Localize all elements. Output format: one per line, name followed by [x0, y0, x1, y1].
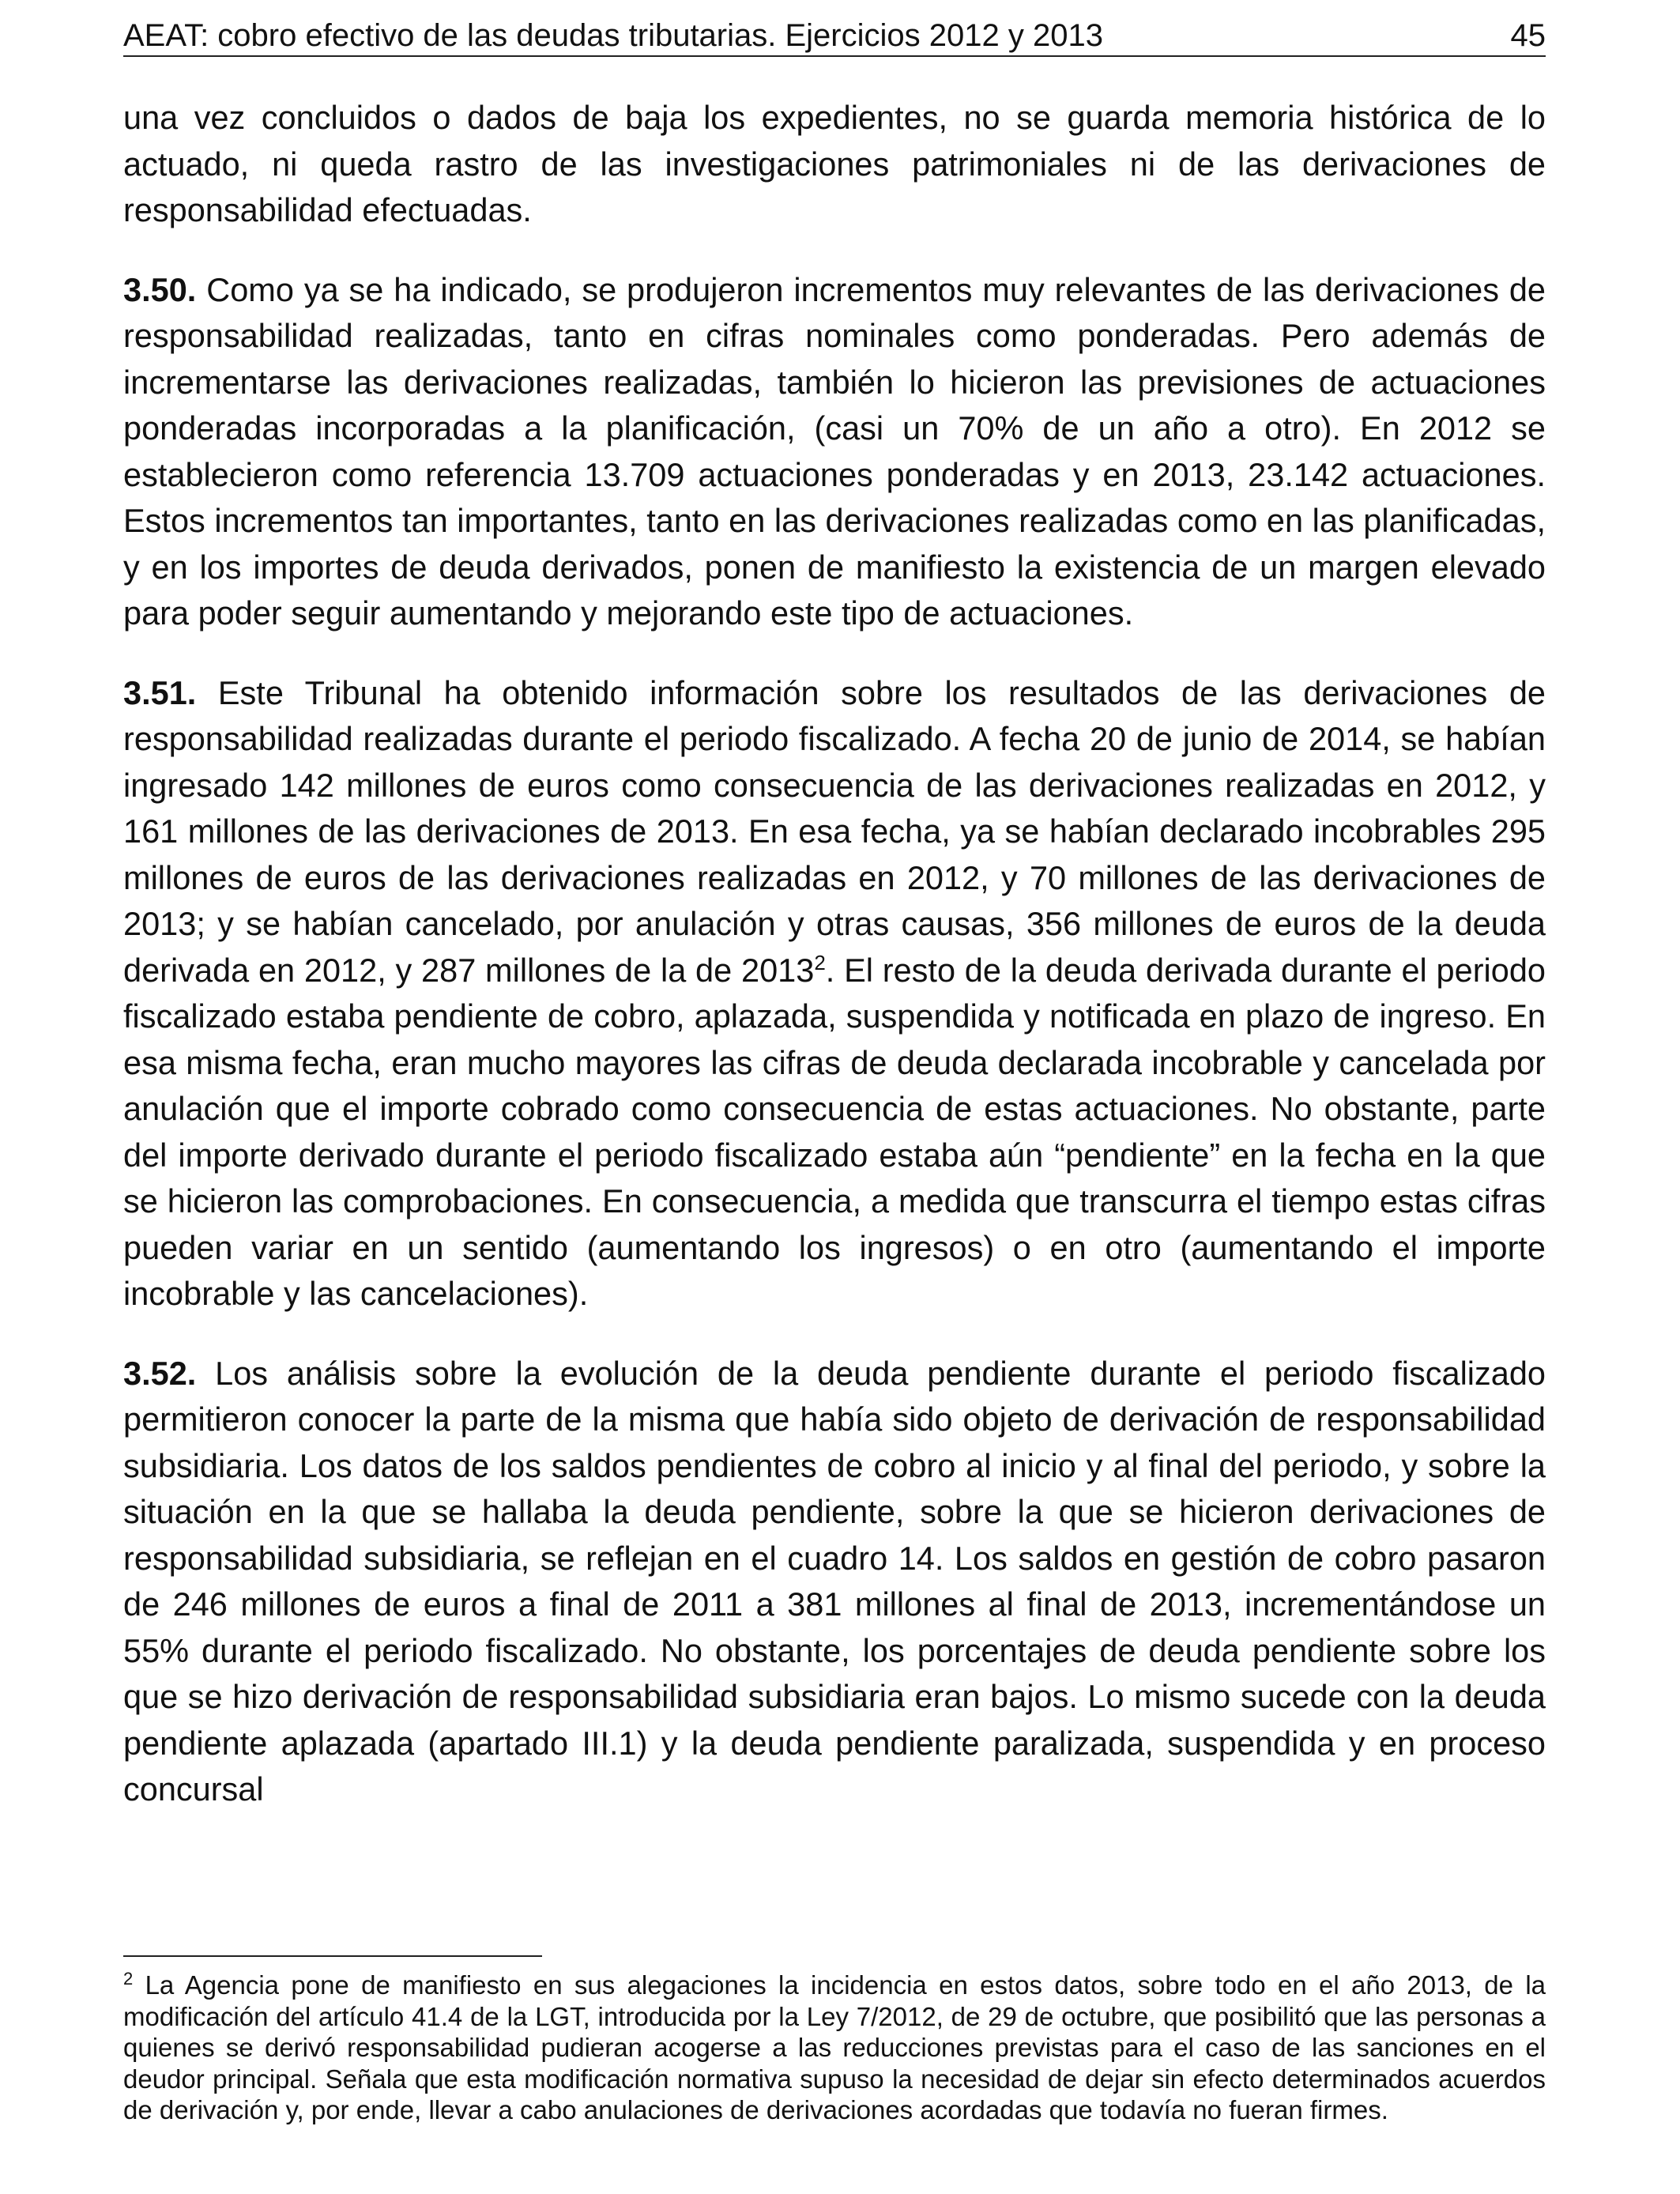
page-number: 45 [1510, 18, 1546, 53]
paragraph-text-continued: . El resto de la deuda derivada durante el periodo fiscalizado estaba pendiente de cobro, aplazada, suspendida y notificada en plazo de ingreso. En esa misma fecha, eran mucho mayores las cifras de deuda declarada incobrable y cancelada por anulación que el importe cobrado como consecuencia de estas actuaciones. No obstante, parte del importe derivado durante el periodo fiscalizado estaba aún “pendiente” en la fecha en la que se hicieron las comprobaciones. En consecuencia, a medida que transcurra el tiempo estas cifras pueden variar en un sentido (aumentando los ingresos) o en otro (aumentando el importe incobrable y las cancelaciones). [123, 951, 1546, 1312]
running-title: AEAT: cobro efectivo de las deudas tributarias. Ejercicios 2012 y 2013 [123, 18, 1103, 53]
paragraph-number: 3.52. [123, 1354, 197, 1392]
paragraph-text: Los análisis sobre la evolución de la deuda pendiente durante el periodo fiscalizado permitieron conocer la parte de la misma que había sido objeto de derivación de responsabilidad subsidiaria. Los datos de los saldos pendientes de cobro al inicio y al final del periodo, y sobre la situación en la que se hallaba la deuda pendiente, sobre la que se hicieron derivaciones de responsabilidad subsidiaria, se reflejan en el cuadro 14. Los saldos en gestión de cobro pasaron de 246 millones de euros a final de 2011 a 381 millones al final de 2013, incrementándose un 55% durante el periodo fiscalizado. No obstante, los porcentajes de deuda pendiente sobre los que se hizo derivación de responsabilidad subsidiaria eran bajos. Lo mismo sucede con la deuda pendiente aplazada (apartado III.1) y la deuda pendiente paralizada, suspendida y en proceso concursal [123, 1354, 1546, 1808]
paragraph-text: una vez concluidos o dados de baja los expedientes, no se guarda memoria histórica de lo actuado, ni queda rastro de las investigaciones patrimoniales ni de las derivaciones de responsabilidad efectuadas. [123, 99, 1546, 228]
footnote-number: 2 [123, 1969, 134, 1989]
paragraph-3-51 [123, 670, 1546, 1318]
footnote-text: La Agencia pone de manifiesto en sus alegaciones la incidencia en estos datos, sobre todo en el año 2013, de la modificación del artículo 41.4 de la LGT, introducida por la Ley 7/2012, de 29 de octubre, que posibilitó que las personas a quienes se derivó responsabilidad pudieran acogerse a las reducciones previstas para el caso de las sanciones en el deudor principal. Señala que esta modificación normativa supuso la necesidad de dejar sin efecto determinados acuerdos de derivación y, por ende, llevar a cabo anulaciones de derivaciones acordadas que todavía no fueran firmes. [123, 1970, 1546, 2124]
body-text [123, 95, 1546, 1846]
footnote [123, 1970, 1546, 2126]
paragraph-number: 3.50. [123, 270, 197, 308]
footnote-separator [123, 1955, 542, 1957]
paragraph-text: Este Tribunal ha obtenido información sobre los resultados de las derivaciones de responsabilidad realizadas durante el periodo fiscalizado. A fecha 20 de junio de 2014, se habían ingresado 142 millones de euros como consecuencia de las derivaciones realizadas en 2012, y 161 millones de las derivaciones de 2013. En esa fecha, ya se habían declarado incobrables 295 millones de euros de las derivaciones realizadas en 2012, y 70 millones de las derivaciones de 2013; y se habían cancelado, por anulación y otras causas, 356 millones de euros de la deuda derivada en 2012, y 287 millones de la de 2013 [123, 673, 1546, 989]
page-header [123, 16, 1546, 57]
paragraph-text: Como ya se ha indicado, se produjeron incrementos muy relevantes de las derivaciones de responsabilidad realizadas, tanto en cifras nominales como ponderadas. Pero además de incrementarse las derivaciones realizadas, también lo hicieron las previsiones de actuaciones ponderadas incorporadas a la planificación, (casi un 70% de un año a otro). En 2012 se establecieron como referencia 13.709 actuaciones ponderadas y en 2013, 23.142 actuaciones. Estos incrementos tan importantes, tanto en las derivaciones realizadas como en las planificadas, y en los importes de deuda derivados, ponen de manifiesto la existencia de un margen elevado para poder seguir aumentando y mejorando este tipo de actuaciones. [123, 270, 1546, 631]
paragraph-continuation [123, 95, 1546, 234]
paragraph-3-50 [123, 267, 1546, 637]
footnote-reference: 2 [814, 950, 826, 974]
paragraph-3-52 [123, 1351, 1546, 1813]
paragraph-number: 3.51. [123, 673, 197, 711]
